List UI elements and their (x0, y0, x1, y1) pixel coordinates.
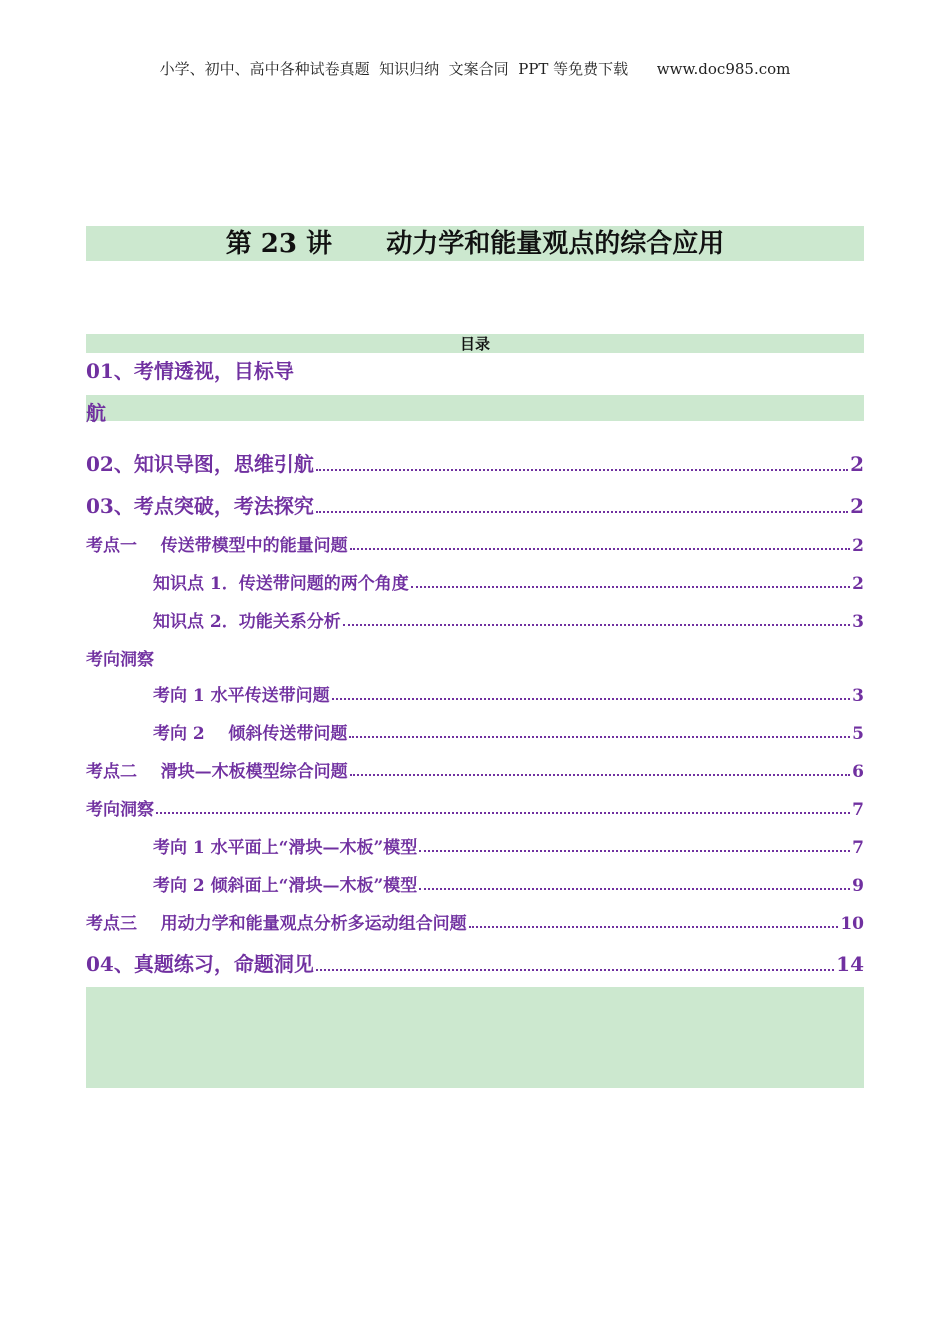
toc-page-number: 2 (852, 574, 864, 594)
toc-footer-band (86, 987, 864, 1088)
toc-leader-dots (332, 698, 850, 700)
toc-leader-dots (419, 888, 850, 890)
toc-leader-dots (156, 812, 850, 814)
toc-entry-label: 考向 2 倾斜面上“滑块—木板”模型 (153, 876, 418, 896)
toc-leader-dots (469, 926, 839, 928)
toc-page-number: 9 (852, 876, 864, 896)
toc-entry-kaodian-2[interactable] (86, 757, 864, 782)
toc-heading: 目录 (459, 335, 490, 353)
toc-entry-01[interactable]: 01、考情透视，目标导 (86, 359, 294, 383)
toc-entry-kaodian-1[interactable] (86, 531, 864, 556)
page-title: 第 23 讲 动力学和能量观点的综合应用 (225, 229, 725, 259)
toc-entry-01-band (86, 395, 864, 421)
toc-entry-label: 考点一 传送带模型中的能量问题 (86, 536, 348, 556)
toc-page-number: 2 (850, 494, 864, 518)
toc-page-number: 14 (836, 952, 864, 976)
toc-entry-label: 考向 1 水平面上“滑块—木板”模型 (153, 838, 418, 858)
toc-leader-dots (350, 548, 850, 550)
toc-entry-kaoxiang-2[interactable] (86, 719, 864, 744)
toc-entry-kaoxiang-dongcha-1[interactable]: 考向洞察 (86, 650, 154, 670)
toc-page-number: 3 (852, 612, 864, 632)
toc-entry-label: 03、考点突破，考法探究 (86, 494, 314, 518)
toc-entry-label: 考点二 滑块—木板模型综合问题 (86, 762, 348, 782)
toc-entry-label: 考向 1 水平传送带问题 (153, 686, 330, 706)
toc-entry-kaoxiang-dongcha-2[interactable] (86, 795, 864, 820)
toc-page-number: 7 (852, 838, 864, 858)
toc-entry-zhishidian-1[interactable] (86, 569, 864, 594)
toc-entry-label: 04、真题练习，命题洞见 (86, 952, 314, 976)
toc-entry-kaoxiang-incline[interactable] (86, 871, 864, 896)
toc-leader-dots (316, 511, 848, 513)
toc-page-number: 2 (852, 536, 864, 556)
toc-leader-dots (419, 850, 850, 852)
site-header: 小学、初中、高中各种试卷真题 知识归纳 文案合同 PPT 等免费下载 www.doc985.com (159, 60, 791, 78)
toc-entry-03[interactable] (86, 490, 864, 519)
toc-entry-04[interactable] (86, 948, 864, 977)
toc-entry-kaoxiang-horizontal[interactable] (86, 833, 864, 858)
toc-entry-label: 知识点 1．传送带问题的两个角度 (153, 574, 409, 594)
toc-page-number: 6 (852, 762, 864, 782)
toc-leader-dots (343, 624, 850, 626)
toc-leader-dots (350, 774, 850, 776)
toc-entry-01-wrap[interactable]: 航 (86, 401, 106, 425)
toc-page-number: 10 (840, 914, 864, 934)
toc-page-number: 5 (852, 724, 864, 744)
toc-entry-zhishidian-2[interactable] (86, 607, 864, 632)
toc-leader-dots (411, 586, 850, 588)
toc-entry-kaodian-3[interactable] (86, 909, 864, 934)
toc-leader-dots (349, 736, 850, 738)
toc-leader-dots (316, 969, 834, 971)
toc-leader-dots (316, 469, 848, 471)
toc-entry-label: 知识点 2．功能关系分析 (153, 612, 341, 632)
toc-entry-02[interactable] (86, 448, 864, 477)
toc-page-number: 3 (852, 686, 864, 706)
toc-entry-kaoxiang-1[interactable] (86, 681, 864, 706)
toc-page-number: 7 (852, 800, 864, 820)
toc-entry-label: 考向洞察 (86, 800, 154, 820)
toc-page-number: 2 (850, 452, 864, 476)
toc-entry-label: 考向 2 倾斜传送带问题 (153, 724, 348, 744)
toc-entry-label: 考点三 用动力学和能量观点分析多运动组合问题 (86, 914, 467, 934)
toc-entry-label: 02、知识导图，思维引航 (86, 452, 314, 476)
